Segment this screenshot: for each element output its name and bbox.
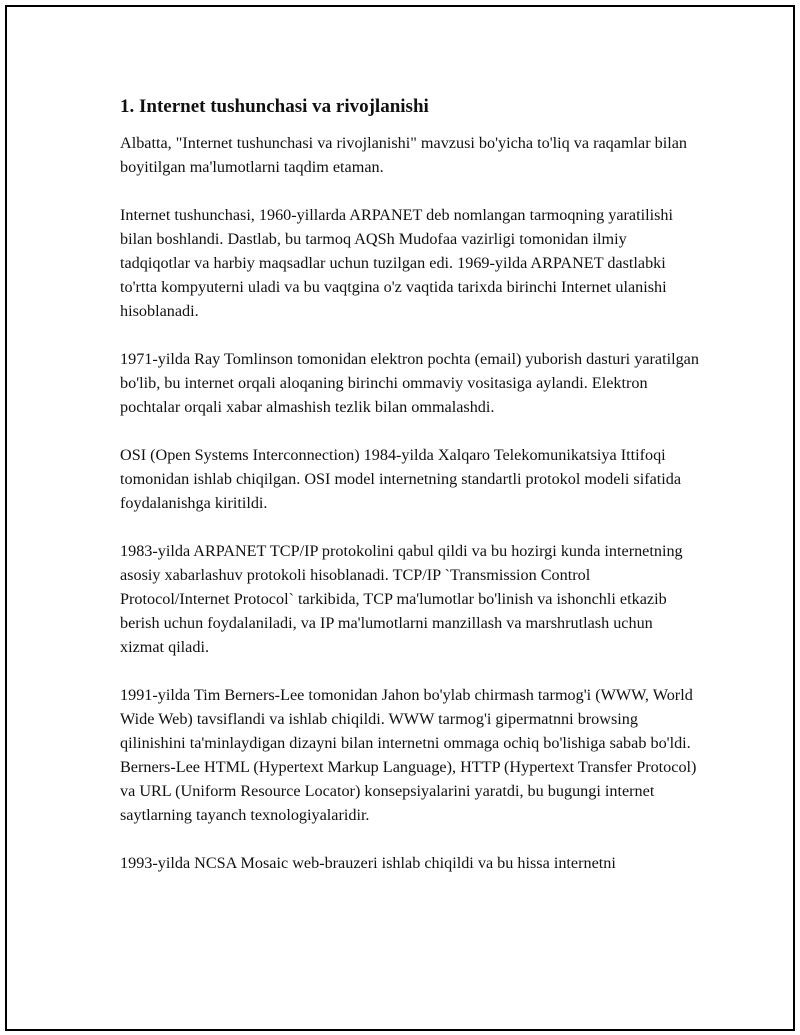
paragraph-intro: Albatta, "Internet tushunchasi va rivojlanishi" mavzusi bo'yicha to'liq va raqamlar bilan boyitilgan ma'lumotlarni taqdim etaman.	[120, 134, 688, 176]
paragraph-email: 1971-yilda Ray Tomlinson tomonidan elektron pochta (email) yuborish dasturi yaratilgan bo'lib, bu internet orqali aloqaning birinchi ommaviy vositasiga aylandi. Elektron pochtalar orqali xabar almashish tezlik bilan ommalashdi.	[120, 350, 699, 416]
paragraph-arpanet: Internet tushunchasi, 1960-yillarda ARPANET deb nomlangan tarmoqning yaratilishi bilan boshlandi. Dastlab, bu tarmoq AQSh Mudofaa vazirligi tomonidan ilmiy tadqiqotlar va harbiy maqsadlar uchun tuzilgan edi. 1969-yilda ARPANET dastlabki to'rtta kompyuterni uladi va bu vaqtgina o'z vaqtida tarixda birinchi Internet ulanishi hisoblanadi.	[120, 206, 673, 320]
document-body	[120, 93, 700, 899]
section-heading: 1. Internet tushunchasi va rivojlanishi	[120, 96, 429, 117]
paragraph-mosaic: 1993-yilda NCSA Mosaic web-brauzeri ishlab chiqildi va bu hissa internetni	[120, 854, 616, 872]
paragraph-osi: OSI (Open Systems Interconnection) 1984-yilda Xalqaro Telekomunikatsiya Ittifoqi tomonidan ishlab chiqilgan. OSI model internetning standartli protokol modeli sifatida foydalanishga kiritildi.	[120, 446, 682, 512]
paragraph-tcpip: 1983-yilda ARPANET TCP/IP protokolini qabul qildi va bu hozirgi kunda internetning asosiy xabarlashuv protokoli hisoblanadi. TCP/IP `Transmission Control Protocol/Internet Protocol` tarkibida, TCP ma'lumotlar bo'linish va ishonchli etkazib berish uchun foydalaniladi, va IP ma'lumotlarni manzillash va marshrutlash uchun xizmat qiladi.	[120, 542, 683, 656]
paragraph-www: 1991-yilda Tim Berners-Lee tomonidan Jahon bo'ylab chirmash tarmog'i (WWW, World Wide Web) tavsiflandi va ishlab chiqildi. WWW tarmog'i gipermatnni browsing qilinishini ta'minlaydigan dizayni bilan internetni ommaga ochiq bo'lishiga sabab bo'ldi. Berners-Lee HTML (Hypertext Markup Language), HTTP (Hypertext Transfer Protocol) va URL (Uniform Resource Locator) konsepsiyalarini yaratdi, bu bugungi internet saytlarning tayanch texnologiyalaridir.	[120, 686, 697, 824]
page-frame	[5, 5, 795, 1031]
